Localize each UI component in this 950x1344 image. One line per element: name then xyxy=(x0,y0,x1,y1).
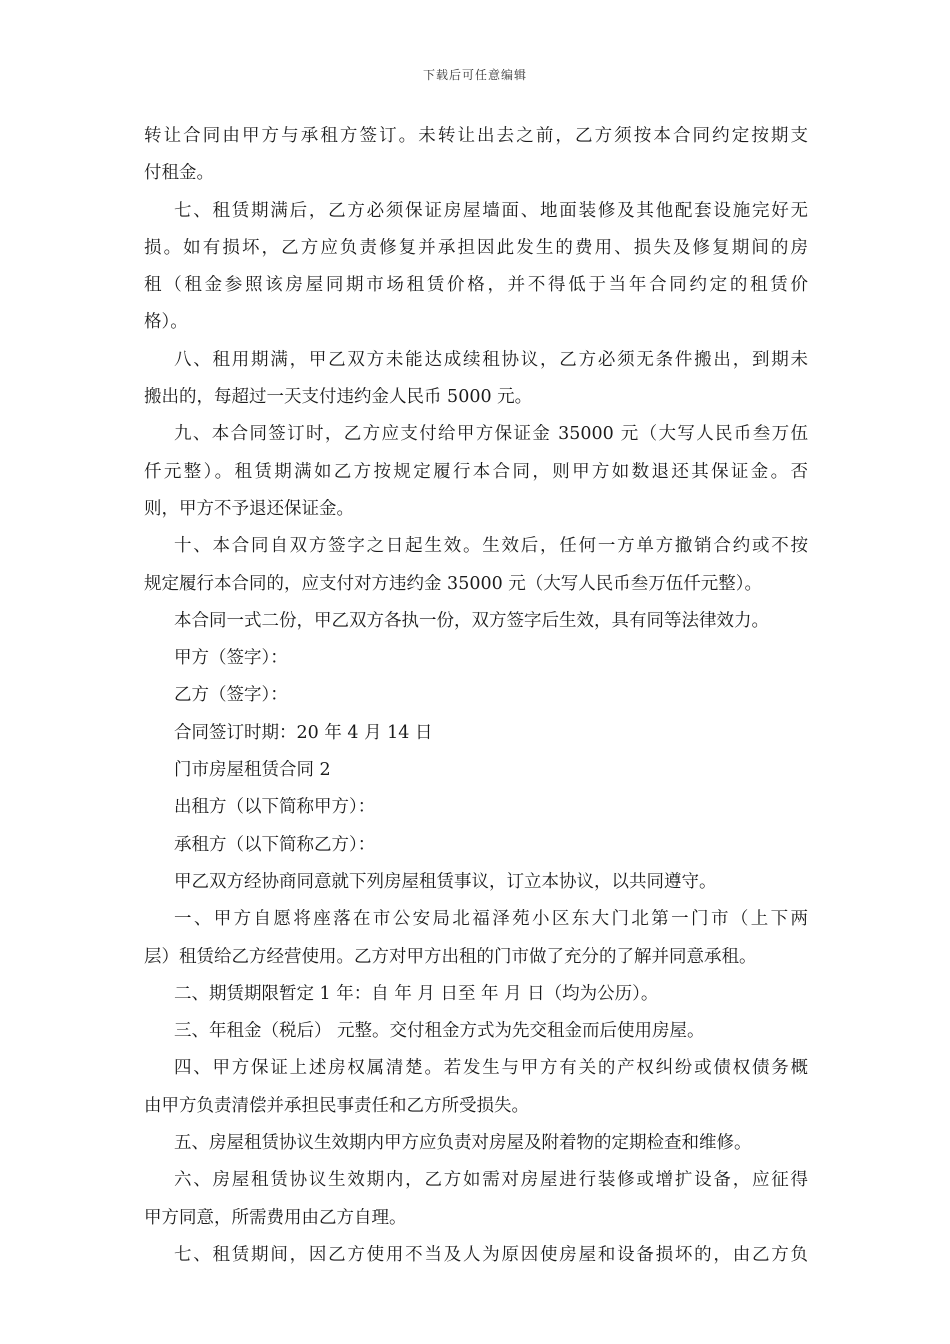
text-line: 二、期赁期限暂定 1 年：自 年 月 日至 年 月 日（均为公历）。 xyxy=(174,983,659,1004)
text-line: 七、租赁期间，因乙方使用不当及人为原因使房屋和设备损坏的，由乙方负 xyxy=(174,1244,808,1265)
lessor-line: 出租方（以下简称甲方）： xyxy=(174,797,376,818)
text-line: 三、年租金（税后） 元整。交付租金方式为先交租金而后使用房屋。 xyxy=(174,1021,705,1042)
text-line: 格）。 xyxy=(144,312,188,333)
text-line: 七、租赁期满后，乙方必须保证房屋墙面、地面装修及其他配套设施完好无 xyxy=(174,200,808,221)
text-line: 层）租赁给乙方经营使用。乙方对甲方出租的门市做了充分的了解并同意承租。 xyxy=(144,946,757,967)
lessee-line: 承租方（以下简称乙方）： xyxy=(174,834,376,855)
contract-title: 门市房屋租赁合同 2 xyxy=(174,760,331,781)
document-body xyxy=(144,118,808,1274)
text-line: 转让合同由甲方与承租方签订。未转让出去之前，乙方须按本合同约定按期支 xyxy=(144,126,808,146)
text-line: 八、租用期满，甲乙双方未能达成续租协议，乙方必须无条件搬出，到期未 xyxy=(174,349,808,370)
signature-line-party-b: 乙方（签字）： xyxy=(174,685,288,706)
text-line: 本合同一式二份，甲乙双方各执一份，双方签字后生效，具有同等法律效力。 xyxy=(174,610,769,631)
text-line: 甲方同意，所需费用由乙方自理。 xyxy=(144,1207,407,1228)
text-line: 由甲方负责清偿并承担民事责任和乙方所受损失。 xyxy=(144,1095,529,1116)
text-line: 租（租金参照该房屋同期市场租赁价格，并不得低于当年合同约定的租赁价 xyxy=(144,275,808,296)
text-line: 甲乙双方经协商同意就下列房屋租赁事议，订立本协议，以共同遵守。 xyxy=(174,871,717,892)
text-line: 规定履行本合同的，应支付对方违约金 35000 元（大写人民币叁万伍仟元整）。 xyxy=(144,573,763,594)
text-line: 四、甲方保证上述房权属清楚。若发生与甲方有关的产权纠纷或债权债务概 xyxy=(174,1058,808,1079)
text-line: 九、本合同签订时，乙方应支付给甲方保证金 35000 元（大写人民币叁万伍 xyxy=(174,424,808,445)
text-line: 仟元整）。租赁期满如乙方按规定履行本合同，则甲方如数退还其保证金。否 xyxy=(144,461,808,482)
text-line: 损。如有损坏，乙方应负责修复并承担因此发生的费用、损失及修复期间的房 xyxy=(144,237,808,258)
text-line: 五、房屋租赁协议生效期内甲方应负责对房屋及附着物的定期检查和维修。 xyxy=(174,1133,752,1154)
text-line: 付租金。 xyxy=(144,163,214,184)
signature-line-party-a: 甲方（签字）： xyxy=(174,648,288,669)
text-line: 则，甲方不予退还保证金。 xyxy=(144,498,354,519)
text-line: 十、本合同自双方签字之日起生效。生效后，任何一方单方撤销合约或不按 xyxy=(174,536,808,557)
text-line: 一、甲方自愿将座落在市公安局北福泽苑小区东大门北第一门市（上下两 xyxy=(174,909,808,930)
text-line: 六、房屋租赁协议生效期内，乙方如需对房屋进行装修或增扩设备，应征得 xyxy=(174,1170,808,1191)
signing-date: 合同签订时期：20 年 4 月 14 日 xyxy=(174,722,433,743)
text-line: 搬出的，每超过一天支付违约金人民币 5000 元。 xyxy=(144,387,533,408)
page-header: 下载后可任意编辑 xyxy=(422,68,527,82)
